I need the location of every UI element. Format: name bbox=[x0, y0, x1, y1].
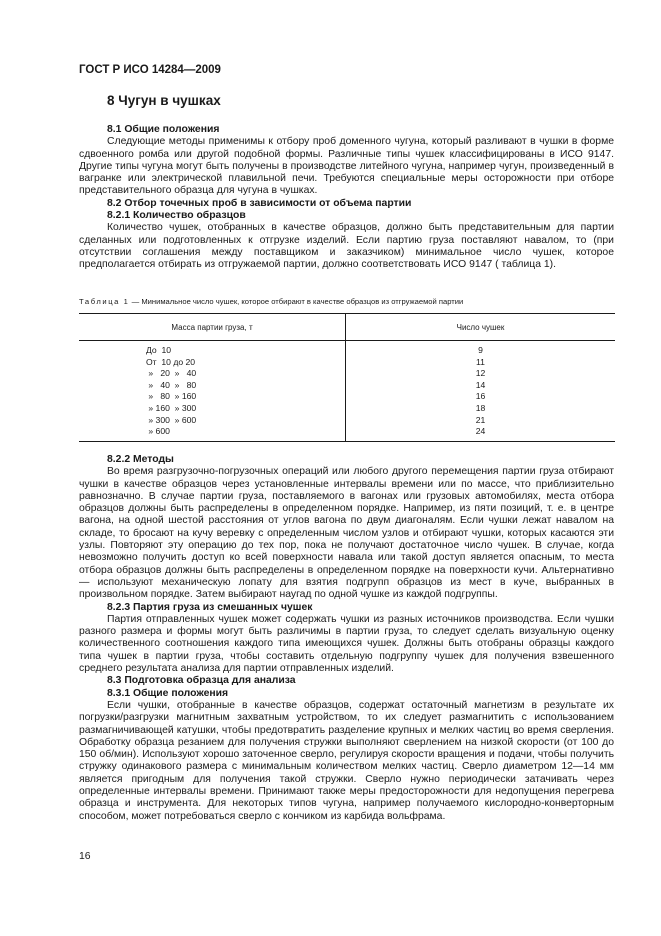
table-1-caption-text: — Минимальное число чушек, которое отбирают в качестве образцов из отгружаемой партии bbox=[129, 297, 464, 306]
cell-mass: » 80 » 160 bbox=[79, 391, 346, 403]
table-row bbox=[79, 380, 615, 392]
section-8-2-3-heading: 8.2.3 Партия груза из смешанных чушек bbox=[107, 601, 313, 613]
table-1 bbox=[79, 313, 615, 442]
section-8-2-1-heading: 8.2.1 Количество образцов bbox=[107, 210, 246, 222]
cell-mass: » 160 » 300 bbox=[79, 403, 346, 415]
cell-mass: » 40 » 80 bbox=[79, 380, 346, 392]
table-row bbox=[79, 391, 615, 403]
table-header-row bbox=[79, 314, 615, 341]
cell-count: 18 bbox=[475, 402, 486, 413]
cell-mass: До 10 bbox=[79, 341, 346, 357]
cell-mass: » 300 » 600 bbox=[79, 415, 346, 427]
table-row bbox=[79, 426, 615, 441]
page-number: 16 bbox=[79, 851, 91, 862]
table-1-caption-label: Таблица 1 bbox=[79, 297, 130, 306]
section-8-1-text: Следующие методы применимы к отбору проб доменного чугуна, который разливают в чушки в форме сдвоенного ромба или другой подобной формы. Различные типы чушек классифицированы в ИСО 9147. Другие типы чугуна могут быть получены в производстве литейного чугуна, например чугун, произведенный в вагранке или электрической плавильной печи. Требуются специальные меры осторожности при отборе представительного образца для чугуна в чушках. bbox=[79, 136, 614, 197]
cell-mass: » 600 bbox=[79, 426, 346, 441]
section-8-2-2-heading: 8.2.2 Методы bbox=[107, 454, 174, 465]
column-header-mass: Масса партии груза, т bbox=[79, 314, 346, 341]
column-header-count: Число чушек bbox=[346, 314, 616, 341]
section-8-2-heading: 8.2 Отбор точечных проб в зависимости от объема партии bbox=[107, 197, 412, 209]
section-8-3-1-heading: 8.3.1 Общие положения bbox=[107, 687, 229, 699]
content-block-top bbox=[79, 124, 614, 272]
section-8-2-1-text: Количество чушек, отобранных в качестве образцов, должно быть представительным для партии сделанных или подготовленных к отгрузке изделий. Если партию груза поставляют навалом, то (при отсутствии соглашения между поставщиком и заказчиком) минимальное число чушек, которое предполагается отбирать из отгружаемой партии, должно соответствовать ИСО 9147 ( таблица 1). bbox=[79, 222, 614, 271]
section-8-1-heading: 8.1 Общие положения bbox=[107, 124, 220, 135]
cell-count: 11 bbox=[476, 356, 485, 367]
cell-count: 16 bbox=[475, 391, 486, 402]
section-8-2-3-text: Партия отправленных чушек может содержать чушки из разных источников производства. Если чушки разного размера и формы могут быть различимы в партии груза, то следует сделать визуальную оценку количественного соотношения каждого типа имеющихся чушек. Должны быть отобраны образцы каждого типа чушек в партии груза, чтобы составить отдельную подгруппу чушек для получения взвешенного среднего результата анализа для партии отправленных изделий. bbox=[79, 613, 614, 675]
cell-count: 21 bbox=[475, 414, 486, 425]
cell-mass: От 10 до 20 bbox=[79, 357, 346, 369]
section-8-3-1-text: Если чушки, отобранные в качестве образцов, содержат остаточный магнетизм в результате их погрузки/разгрузки магнитным захватным устройством, то их следует размагнитить с использованием размагничивающей катушки, чтобы предотвратить разделение крупных и мелких частиц во время сверления. Обработку образца резанием для получения стружки выполняют сверлением на низкой скорости (от 100 до 150 об/мин). Используют хорошо заточенное сверло, регулируя скорости вращения и подачи, чтобы получить стружку одинакового размера с минимальным количеством мелких частиц. Сверло диаметром 12—14 мм является пригодным для получения такой стружки. Сверло нужно периодически затачивать через определенные интервалы времени. Принимают также меры предосторожности для недопущения перегрева образца и инструмента. Для некоторых типов чугуна, например получаемого кислородно-конверторным способом, может потребоваться сверло с кончиком из карбида вольфрама. bbox=[79, 699, 614, 822]
cell-count: 24 bbox=[346, 426, 616, 441]
cell-count: 12 bbox=[475, 368, 486, 379]
table-row bbox=[79, 415, 615, 427]
table-row bbox=[79, 403, 615, 415]
cell-mass: » 20 » 40 bbox=[79, 368, 346, 380]
document-standard-header: ГОСТ Р ИСО 14284—2009 bbox=[79, 64, 221, 76]
table-row bbox=[79, 341, 615, 357]
table-row bbox=[79, 357, 615, 369]
section-8-title: 8 Чугун в чушках bbox=[107, 93, 221, 108]
content-block-bottom bbox=[79, 454, 614, 823]
section-8-3-heading: 8.3 Подготовка образца для анализа bbox=[107, 675, 296, 687]
table-1-caption bbox=[79, 297, 463, 306]
cell-count: 9 bbox=[478, 345, 483, 355]
section-8-2-2-text: Во время разгрузочно-погрузочных операций или любого другого перемещения партии груза отбирают чушки в качестве образцов через установленные интервалы времени или по массе, что приблизительно равнозначно. В случае партии груза, поставляемого в вагонах или грузовых автомобилях, места отбора образцов должны быть распределены в определенном порядке. Например, из пяти позиций, т. е. в центре вагона, на одной шестой расстояния от углов вагона по двум диагоналям. Если чушки лежат навалом на складе, то бросают на кучу веревку с определенным числом узлов и отбирают чушки, которых касаются эти узлы. Повторяют эту операцию до тех пор, пока не получают достаточное число чушек. В случае, когда невозможно получить доступ ко всей поверхности навала или такой доступ является опасным, то места отбора образцов должны быть распределены в определенном порядке на поверхности кучи. Альтернативно — используют механическую лопату для взятия подгрупп образцов из мест в куче, выбранных в произвольном порядке. Затем выбирают наугад по одной чушке из каждой подгруппы. bbox=[79, 466, 614, 601]
table-row bbox=[79, 368, 615, 380]
cell-count: 14 bbox=[475, 379, 486, 390]
